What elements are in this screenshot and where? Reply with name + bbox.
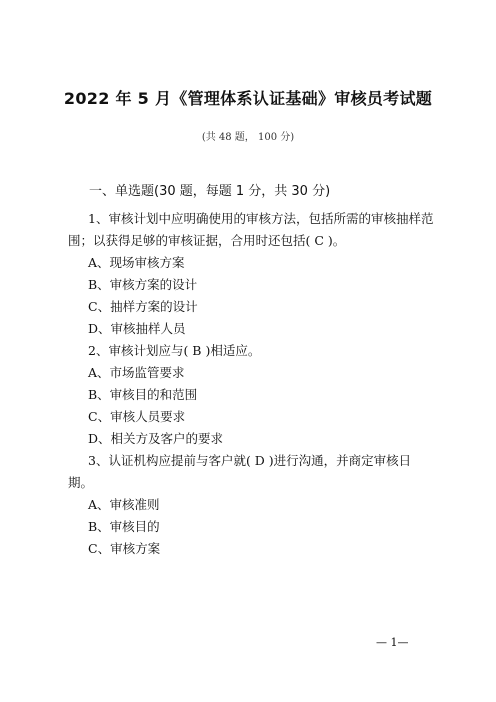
- question-option: A、市场监管要求: [88, 365, 185, 380]
- question-option: D、审核抽样人员: [88, 321, 186, 336]
- question-option: D、相关方及客户的要求: [88, 431, 224, 446]
- page-number: — 1—: [376, 636, 409, 649]
- question-option: B、审核目的和范围: [88, 387, 198, 402]
- question-option: C、审核人员要求: [88, 409, 186, 424]
- question-stem: 1、审核计划中应明确使用的审核方法，包括所需的审核抽样范围；以获得足够的审核证据，合用时还包括( C )。: [68, 211, 434, 248]
- document-title: 2022 年 5 月《管理体系认证基础》审核员考试题: [63, 89, 433, 108]
- question-option: B、审核方案的设计: [88, 277, 198, 292]
- question-stem: 2、审核计划应与( B )相适应。: [88, 343, 261, 358]
- section-heading: 一、单选题(30 题，每题 1 分，共 30 分): [89, 184, 331, 199]
- question-option: B、审核目的: [88, 519, 160, 534]
- question-stem: 3、认证机构应提前与客户就( D )进行沟通，并商定审核日期。: [68, 453, 412, 490]
- question-list: [68, 208, 436, 560]
- question-option: A、现场审核方案: [88, 255, 185, 270]
- question-option: A、审核准则: [88, 497, 160, 512]
- question-option: C、抽样方案的设计: [88, 299, 198, 314]
- question-option: C、审核方案: [88, 541, 161, 556]
- document-subtitle: (共 48 题， 100 分): [201, 132, 295, 143]
